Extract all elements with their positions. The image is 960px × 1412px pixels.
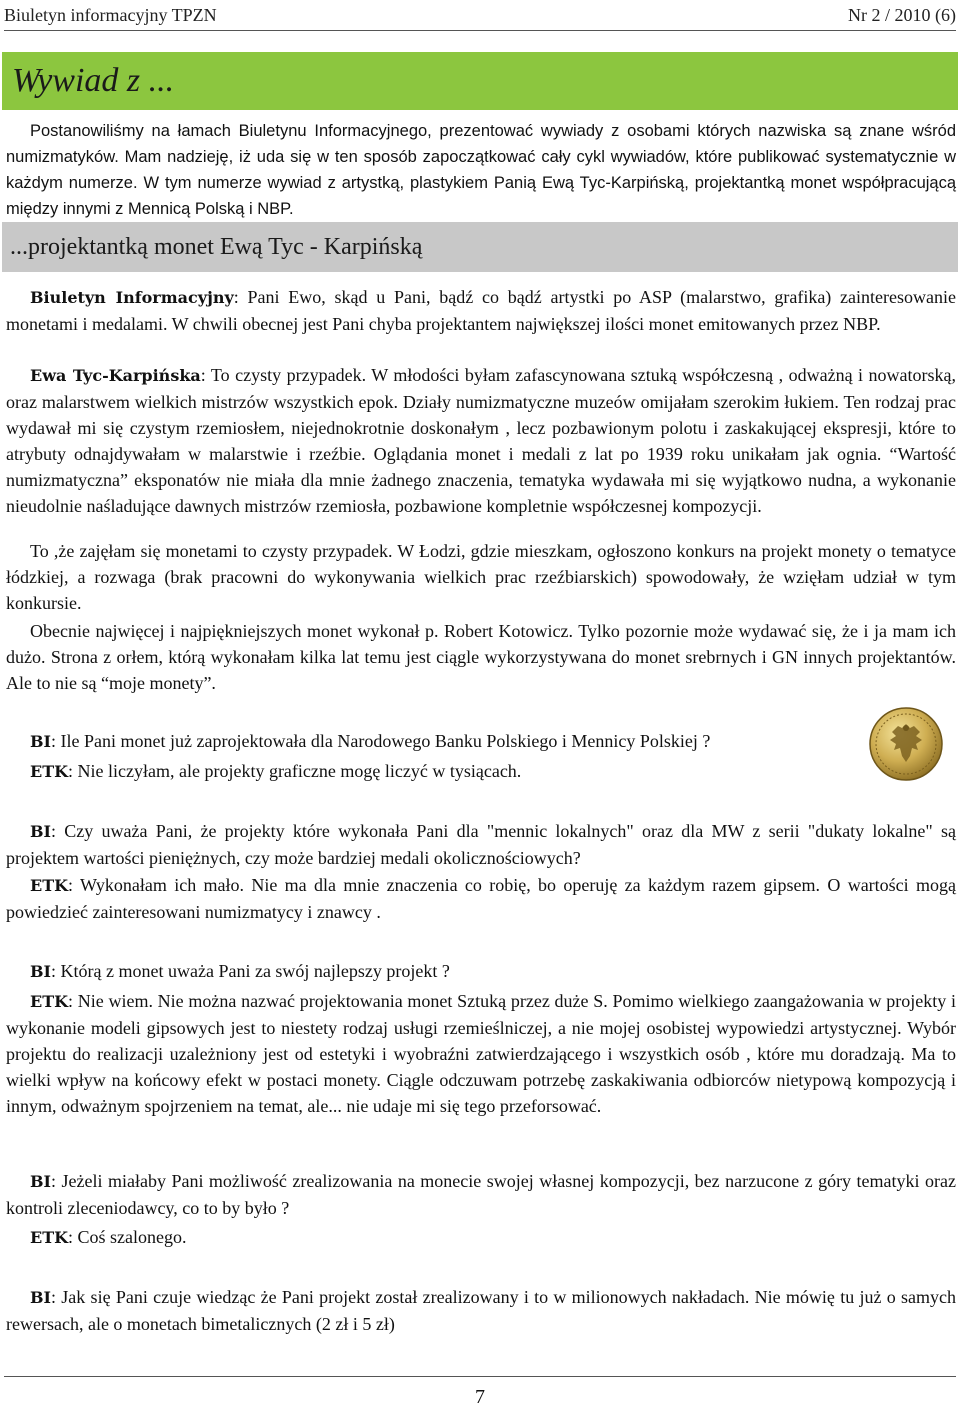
answer-2 [6,758,850,785]
answer-1 [6,362,956,519]
speaker-bi: BI [30,822,52,841]
answer-1b [6,538,956,616]
header-publication-name: Biuletyn informacyjny TPZN [4,4,217,25]
speaker-bi: BI [30,1172,52,1191]
question-6-text: : Jak się Pani czuje wiedząc że Pani projekt został zrealizowany i to w milionowych nakładach. Nie mówię tu już o samych rewersach, ale o monetach bimetalicznych (2 zł i 5 zł) [6,1287,956,1334]
question-6 [6,1284,956,1337]
question-4-text: : Którą z monet uważa Pani za swój najlepszy projekt ? [51,961,450,981]
speaker-bi: BI [30,732,52,751]
intro-text-2: W tym numerze wywiad z artystką, plastykiem Panią Ewą Tyc-Karpińską, projektantką monet współpracującą między innymi z Mennicą Polską i NBP. [6,174,957,218]
page-number: 7 [475,1386,485,1408]
question-1 [6,284,956,337]
header-divider [4,30,956,31]
intro-paragraph [6,118,956,222]
answer-5 [6,1224,956,1251]
coin-image [868,706,944,782]
polish-coin-eagle-icon [868,706,944,782]
speaker-etk: ETK [30,992,69,1011]
answer-4 [6,988,956,1119]
answer-1c [6,618,956,696]
question-4 [6,958,956,985]
question-1-text: : Pani Ewo, skąd u Pani, bądź co bądź artystki po ASP (malarstwo, grafika) zainteresowanie monetami i medalami. W chwili obecnej jest Pani chyba projektantem największej ilości monet emitowanych przez NBP. [6,287,956,334]
header-issue-number: Nr 2 / 2010 (6) [848,4,956,25]
question-3-text: : Czy uważa Pani, że projekty które wykonała Pani dla "mennic lokalnych" oraz dla MW z serii "dukaty lokalne" są projektem wartości pieniężnych, czy może bardziej medali okolicznościowych? [6,821,956,868]
question-2-text: : Ile Pani monet już zaprojektowała dla Narodowego Banku Polskiego i Mennicy Polskiej ? [51,731,711,751]
question-3 [6,818,956,871]
page-title: Wywiad z ... [12,62,175,99]
answer-1c-text: Obecnie najwięcej i najpiękniejszych monet wykonał p. Robert Kotowicz. Tylko pozornie może wydawać się, że i ja mam ich dużo. Strona z orłem, którą wykonałam kilka lat temu jest ciągle wykorzystywana do monet srebrnych i GN innych projektantów. Ale to nie są “moje monety”. [6,621,956,693]
answer-2-text: : Nie liczyłam, ale projekty graficzne mogę liczyć w tysiącach. [68,761,522,781]
speaker-bi: BI [30,962,52,981]
speaker-etk: ETK [30,762,69,781]
answer-5-text: : Coś szalonego. [68,1227,187,1247]
speaker-etk: ETK [30,1228,69,1247]
answer-1b-text: To ,że zajęłam się monetami to czysty przypadek. W Łodzi, gdzie mieszkam, ogłoszono konkurs na projekt monety o tematyce łódzkiej, a rozwaga (brak pracowni do wykonywania wielkich prac rzeźbiarskich) spowodowały, że wzięłam udział w tym konkursie. [6,541,956,613]
footer-divider [4,1376,956,1377]
answer-4-text: : Nie wiem. Nie można nazwać projektowania monet Sztuką przez duże S. Pomimo wielkiego zaangażowania w projekty i wykonanie modeli gipsowych jest to niestety rodzaj usługi rzemieślniczej, a nie mojej osobistej wypowiedzi artystycznej. Wybór projektu do realizacji uzależniony jest od estetyki i wyobraźni zatwierdzającego i wszystkich osób , które mu doradzają. Ma to wielki wpływ na końcowy efekt w postaci monety. Ciągle odczuwam potrzebę zaskakiwania odbiorców nietypową kompozycją i innym, odważnym spojrzeniem na temat, ale... nie udaje mi się tego przeforsować. [6,991,956,1116]
speaker-etk: ETK [30,876,69,895]
speaker-bi-full: Biuletyn Informacyjny [30,288,234,307]
subtitle: ...projektantką monet Ewą Tyc - Karpińską [10,233,423,260]
question-2 [6,728,850,755]
answer-1-text: : To czysty przypadek. W młodości byłam zafascynowana sztuką współczesną , odważną i nowatorską, oraz malarstwem wielkich mistrzów wszystkich epok. Działy numizmatyczne muzeów omijałam szerokim łukiem. Ten rodzaj prac wydawał mi się czystym rzemiosłem, niejednokrotnie doskonałym , lecz pozbawionym polotu i zaskakującej ekspresji, które to atrybuty odnajdywałam w malarstwie i rzeźbie. Oglądania monet i medali z lat po 1939 roku unikałam jak ognia. “Wartość numizmatyczna” eksponatów nie miała dla mnie żadnego znaczenia, tematyka wydawała mi się wyjątkowo nudna, a wykonanie nieudolnie naśladujące dawnych mistrzów rzemiosła, pozbawione kompletnie współczesnej kompozycji. [6,365,956,516]
question-5 [6,1168,956,1221]
speaker-etk-full: Ewa Tyc-Karpińska [30,366,201,385]
speaker-bi: BI [30,1288,52,1307]
answer-3-text: : Wykonałam ich mało. Nie ma dla mnie znaczenia co robię, bo operuję za każdym razem gipsem. O wartości mogą powiedzieć zainteresowani numizmatycy i znawcy . [6,875,956,922]
page-header [0,0,960,30]
subtitle-banner [2,222,958,272]
question-5-text: : Jeżeli miałaby Pani możliwość zrealizowania na monecie swojej własnej kompozycji, bez narzucone z góry tematyki oraz kontroli zleceniodawcy, co to by było ? [6,1171,956,1218]
title-banner [2,52,958,110]
intro-text-1: Postanowiliśmy na łamach Biuletynu Informacyjnego, prezentować wywiady z osobami których nazwiska są znane wśród numizmatyków. Mam nadzieję, iż uda się w ten sposób zapoczątkować cały cykl wywiadów, które publikować systematycznie w każdym numerze. [6,122,956,192]
answer-3 [6,872,956,925]
